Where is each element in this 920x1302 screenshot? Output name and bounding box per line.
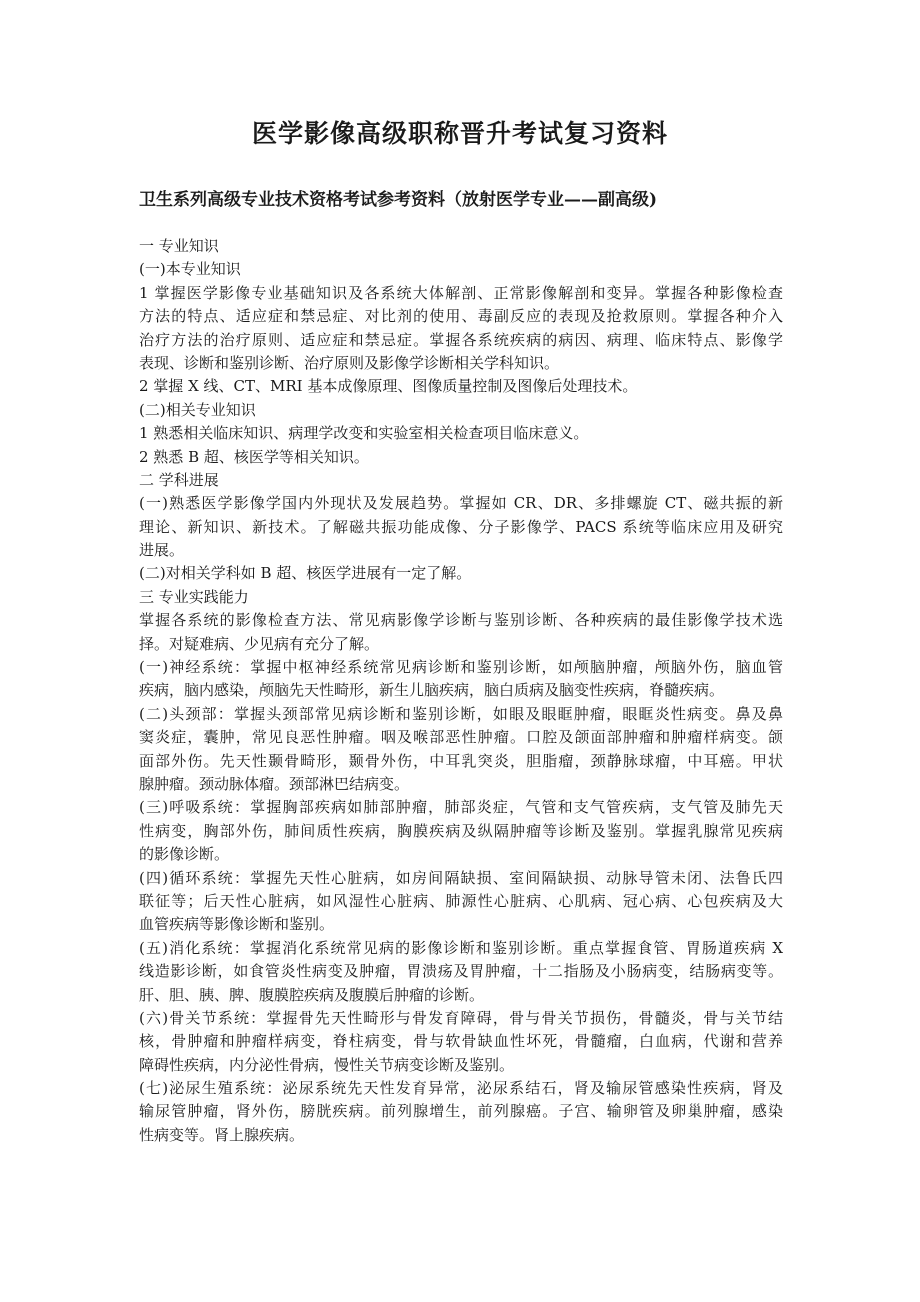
text-line: 方法的特点、适应症和禁忌症、对比剂的使用、毒副反应的表现及抢救原则。掌握各种介入 — [139, 307, 783, 326]
text-line: 表现、诊断和鉴别诊断、治疗原则及影像学诊断相关学科知识。 — [139, 353, 560, 372]
text-line: 性病变，胸部外伤，肺间质性疾病，胸膜疾病及纵隔肿瘤等诊断及鉴别。掌握乳腺常见疾病 — [139, 821, 783, 840]
text-line: (六)骨关节系统：掌握骨先天性畸形与骨发育障碍，骨与骨关节损伤，骨髓炎，骨与关节结 — [139, 1008, 783, 1027]
text-line: 1 掌握医学影像专业基础知识及各系统大体解剖、正常影像解剖和变异。掌握各种影像检查 — [139, 283, 783, 302]
document-title: 医学影像高级职称晋升考试复习资料 — [251, 119, 668, 148]
text-line: (一)神经系统：掌握中枢神经系统常见病诊断和鉴别诊断，如颅脑肿瘤，颅脑外伤，脑血管 — [139, 658, 783, 677]
text-line: 的影像诊断。 — [139, 845, 230, 864]
text-line: 疾病，脑内感染，颅脑先天性畸形，新生儿脑疾病，脑白质病及脑变性疾病，脊髓疾病。 — [139, 681, 725, 700]
text-line: (一)本专业知识 — [139, 260, 241, 279]
text-line: 障碍性疾病，内分泌性骨病，慢性关节病变诊断及鉴别。 — [139, 1055, 515, 1074]
text-line: 面部外伤。先天性颞骨畸形，颞骨外伤，中耳乳突炎，胆脂瘤，颈静脉球瘤，中耳癌。甲状 — [139, 751, 783, 770]
text-line: (五)消化系统：掌握消化系统常见病的影像诊断和鉴别诊断。重点掌握食管、胃肠道疾病 X — [139, 938, 783, 957]
text-line: 肝、胆、胰、脾、腹膜腔疾病及腹膜后肿瘤的诊断。 — [139, 985, 485, 1004]
text-line: (二)对相关学科如 B 超、核医学进展有一定了解。 — [139, 564, 472, 583]
text-line: 输尿管肿瘤，肾外伤，膀胱疾病。前列腺增生，前列腺癌。子宫、输卵管及卵巢肿瘤，感染 — [139, 1102, 783, 1121]
text-line: 线造影诊断，如食管炎性病变及肿瘤，胃溃疡及胃肿瘤，十二指肠及小肠病变，结肠病变等。 — [139, 962, 783, 981]
text-line: 2 掌握 X 线、CT、MRI 基本成像原理、图像质量控制及图像后处理技术。 — [139, 377, 638, 396]
text-line: 二 学科进展 — [139, 470, 219, 489]
document-subtitle: 卫生系列高级专业技术资格考试参考资料（放射医学专业——副高级) — [139, 190, 658, 210]
text-line: (二)相关专业知识 — [139, 400, 256, 419]
text-line: 核，骨肿瘤和肿瘤样病变，脊柱病变，骨与软骨缺血性坏死，骨髓瘤，白血病，代谢和营养 — [139, 1032, 783, 1051]
text-line: 血管疾病等影像诊断和鉴别。 — [139, 915, 335, 934]
text-line: 2 熟悉 B 超、核医学等相关知识。 — [139, 447, 369, 466]
text-line: 性病变等。肾上腺疾病。 — [139, 1125, 305, 1144]
text-line: (七)泌尿生殖系统：泌尿系统先天性发育异常，泌尿系结石，肾及输尿管感染性疾病，肾及 — [139, 1079, 783, 1098]
text-line: 联征等；后天性心脏病，如风湿性心脏病、肺源性心脏病、心肌病、冠心病、心包疾病及大 — [139, 891, 783, 910]
text-line: 治疗方法的治疗原则、适应症和禁忌症。掌握各系统疾病的病因、病理、临床特点、影像学 — [139, 330, 783, 349]
text-line: 择。对疑难病、少见病有充分了解。 — [139, 634, 380, 653]
text-line: 掌握各系统的影像检查方法、常见病影像学诊断与鉴别诊断、各种疾病的最佳影像学技术选 — [139, 611, 783, 630]
text-line: (三)呼吸系统：掌握胸部疾病如肺部肿瘤，肺部炎症，气管和支气管疾病，支气管及肺先天 — [139, 798, 783, 817]
text-line: (四)循环系统：掌握先天性心脏病，如房间隔缺损、室间隔缺损、动脉导管未闭、法鲁氏四 — [139, 868, 783, 887]
text-line: 1 熟悉相关临床知识、病理学改变和实验室相关检查项目临床意义。 — [139, 424, 589, 443]
text-line: 一 专业知识 — [139, 237, 219, 255]
text-line: 三 专业实践能力 — [139, 587, 249, 606]
text-line: (一)熟悉医学影像学国内外现状及发展趋势。掌握如 CR、DR、多排螺旋 CT、磁共振的新 — [139, 494, 783, 513]
text-line: 窦炎症，囊肿，常见良恶性肿瘤。咽及喉部恶性肿瘤。口腔及颌面部肿瘤和肿瘤样病变。颌 — [139, 728, 783, 747]
text-line: 理论、新知识、新技术。了解磁共振功能成像、分子影像学、PACS 系统等临床应用及研究 — [139, 517, 783, 536]
text-line: (二)头颈部：掌握头颈部常见病诊断和鉴别诊断，如眼及眼眶肿瘤，眼眶炎性病变。鼻及鼻 — [139, 704, 783, 723]
document-body — [139, 235, 783, 1147]
text-line: 腺肿瘤。颈动脉体瘤。颈部淋巴结病变。 — [139, 774, 410, 793]
text-line: 进展。 — [139, 541, 185, 560]
